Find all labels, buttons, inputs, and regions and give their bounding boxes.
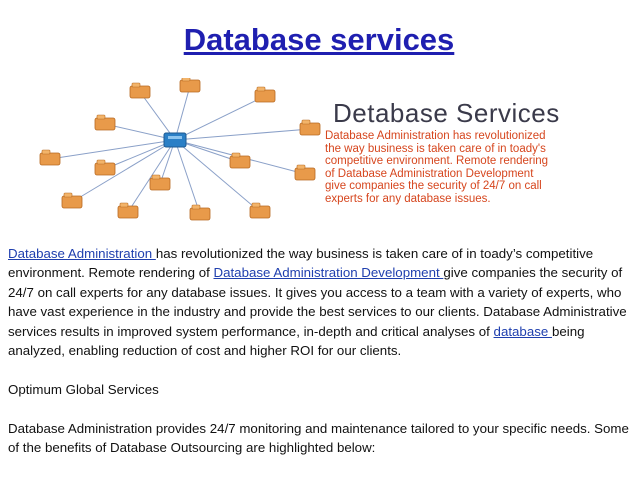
folder-icon: [230, 153, 250, 168]
network-link: [128, 140, 175, 212]
folder-icon: [250, 203, 270, 218]
paragraph-text: give companies the security of 24/7 on call experts for any database issues. It gives you access to a team with a variety of experts, who have vast experience in the industry and provide the best services to our clients. Database Administrative services results in improved system performance, in-depth and critical analyses of: [8, 265, 627, 339]
banner-line: experts for any database issues.: [325, 192, 491, 205]
banner-description: [325, 130, 625, 206]
folder-icon: [300, 120, 320, 135]
folder-icon: [62, 193, 82, 208]
page-title: Database services: [183, 22, 455, 57]
intro-paragraph: [8, 244, 634, 360]
banner-line: the way business is taken care of in toady's: [325, 142, 546, 155]
banner-line: Database Administration has revolutionized: [325, 130, 546, 142]
folder-icon: [150, 175, 170, 190]
network-diagram: [0, 78, 330, 228]
network-link: [72, 140, 175, 202]
folder-icon: [130, 83, 150, 98]
article-body: [8, 244, 634, 457]
company-name: Optimum Global Services: [8, 381, 159, 397]
benefits-paragraph: Database Administration provides 24/7 monitoring and maintenance tailored to your specific needs. Some of the benefits of Database Outsourcing are highlighted below:: [8, 420, 629, 456]
network-link: [175, 86, 190, 140]
folder-icon: [190, 205, 210, 220]
folder-icon: [295, 165, 315, 180]
folder-icon: [118, 203, 138, 218]
folder-icon: [95, 160, 115, 175]
banner-heading: Detabase Services: [333, 98, 560, 128]
folder-icon: [180, 78, 200, 92]
server-hub-icon: [164, 133, 186, 147]
network-link: [50, 140, 175, 159]
database-link[interactable]: database: [493, 323, 552, 339]
banner-line: give companies the security of 24/7 on call: [325, 180, 542, 193]
banner-line: competitive environment. Remote rendering: [325, 155, 549, 168]
folder-icon: [255, 87, 275, 102]
banner-line: of Database Administration Development: [325, 167, 534, 180]
database-administration-development-link[interactable]: Database Administration Development: [213, 265, 444, 281]
paragraph-text: has revolutionized the way business is taken care of in toady’s competitive environment. Remote rendering of: [8, 246, 594, 281]
paragraph-text: being analyzed, enabling reduction of cost and higher ROI for our clients.: [8, 323, 585, 359]
folder-icon: [40, 150, 60, 165]
database-administration-link[interactable]: Database Administration: [8, 246, 156, 261]
folder-icon: [95, 115, 115, 130]
